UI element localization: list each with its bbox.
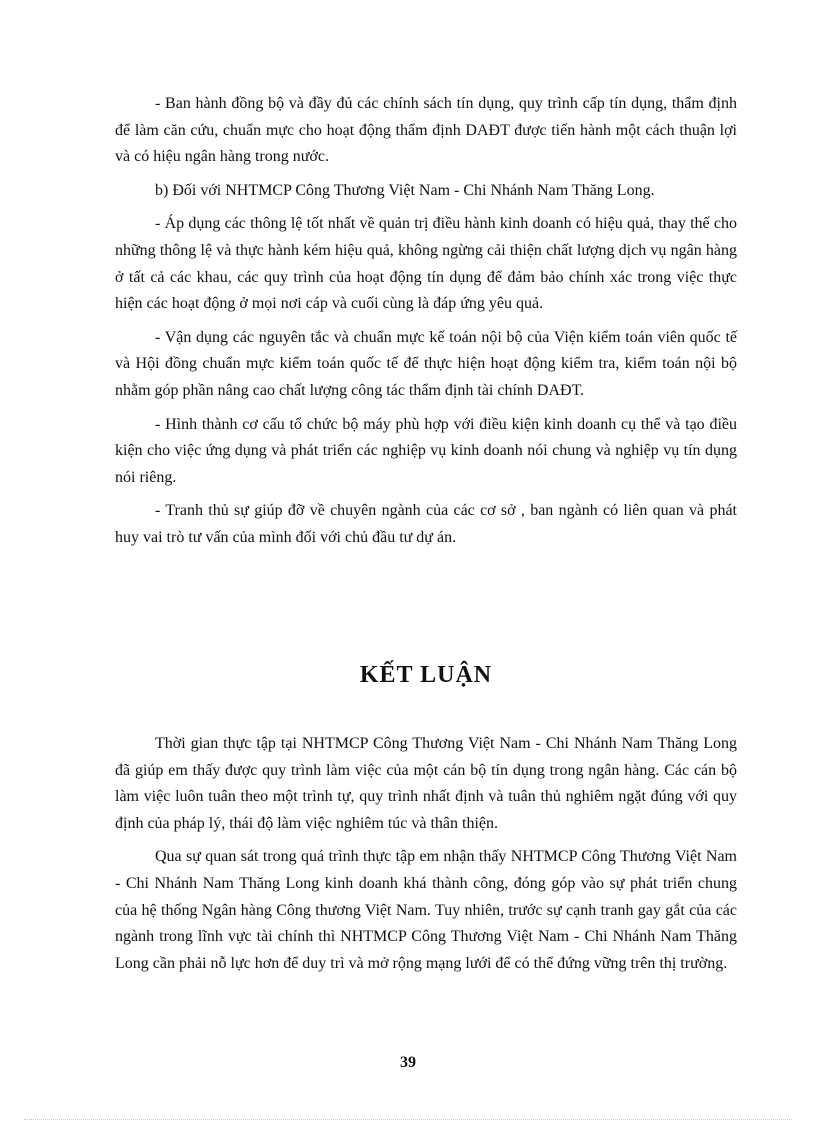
recommendation-paragraph: - Hình thành cơ cấu tổ chức bộ máy phù hợp với điều kiện kinh doanh cụ thể và tạo điều kiện cho việc ứng dụng và phát triển các nghiệp vụ kinh doanh nói chung và nghiệp vụ tín dụng nói riêng. xyxy=(115,415,737,486)
subsection-heading: b) Đối với NHTMCP Công Thương Việt Nam - Chi Nhánh Nam Thăng Long. xyxy=(155,181,655,199)
recommendation-paragraph: - Tranh thủ sự giúp đỡ về chuyên ngành của các cơ sở , ban ngành có liên quan và phát huy vai trò tư vấn của mình đối với chủ đầu tư dự án. xyxy=(115,502,737,546)
page-number: 39 xyxy=(400,1054,416,1071)
conclusion-paragraph: Qua sự quan sát trong quá trình thực tập em nhận thấy NHTMCP Công Thương Việt Nam - Chi Nhánh Nam Thăng Long kinh doanh khá thành công, đóng góp vào sự phát triển chung của hệ thống Ngân hàng Công thương Việt Nam. Tuy nhiên, trước sự cạnh tranh gay gắt của các ngành trong lĩnh vực tài chính thì NHTMCP Công Thương Việt Nam - Chi Nhánh Nam Thăng Long cần phải nỗ lực hơn để duy trì và mở rộng mạng lưới để có thể đứng vững trên thị trường. xyxy=(115,848,737,972)
conclusion-paragraph: Thời gian thực tập tại NHTMCP Công Thương Việt Nam - Chi Nhánh Nam Thăng Long đã giúp em thấy được quy trình làm việc của một cán bộ tín dụng trong ngân hàng. Các cán bộ làm việc luôn tuân theo một trình tự, quy trình nhất định và tuân thủ nghiêm ngặt đúng với quy định của pháp lý, thái độ làm việc nghiêm túc và thân thiện. xyxy=(115,735,737,832)
recommendation-paragraph: - Vận dụng các nguyên tắc và chuẩn mực kế toán nội bộ của Viện kiểm toán viên quốc tế và Hội đồng chuẩn mực kiểm toán quốc tế để thực hiện hoạt động kiểm tra, kiểm toán nội bộ nhằm góp phần nâng cao chất lượng công tác thẩm định tài chính DAĐT. xyxy=(115,328,737,399)
recommendation-paragraph: - Áp dụng các thông lệ tốt nhất về quản trị điều hành kinh doanh có hiệu quả, thay thế cho những thông lệ và thực hành kém hiệu quả, không ngừng cải thiện chất lượng dịch vụ ngân hàng ở tất cả các khau, các quy trình của hoạt động tín dụng để đảm bảo chính xác trong việc thực hiện các hoạt động ở mọi nơi cáp và cuối cùng là đáp ứng yêu quả. xyxy=(115,215,737,313)
conclusion-section xyxy=(115,731,737,984)
recommendations-section xyxy=(115,91,737,559)
page-bottom-border xyxy=(24,1119,792,1120)
conclusion-heading: KẾT LUẬN xyxy=(359,662,493,688)
recommendation-paragraph: - Ban hành đồng bộ và đầy đủ các chính sách tín dụng, quy trình cấp tín dụng, thẩm định để làm căn cứu, chuẩn mực cho hoạt động thẩm định DAĐT được tiến hành một cách thuận lợi và có hiệu ngân hàng trong nước. xyxy=(115,95,737,166)
